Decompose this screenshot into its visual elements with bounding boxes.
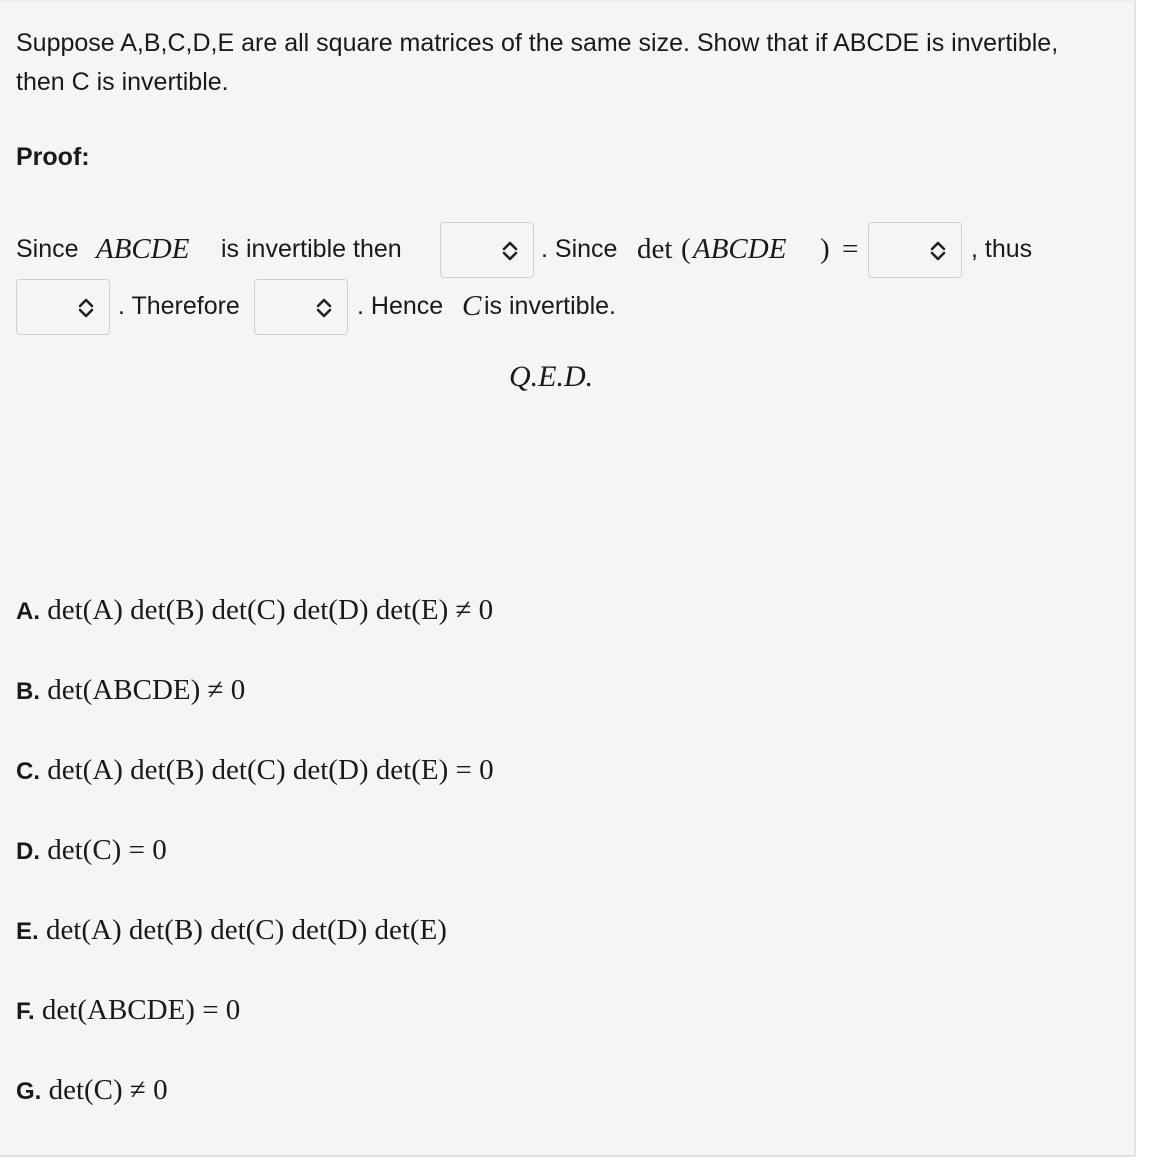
choice-e bbox=[16, 914, 447, 947]
up-down-chevron-icon bbox=[501, 240, 519, 262]
math-abcde-arg: ABCDE bbox=[693, 233, 787, 265]
choice-c bbox=[16, 754, 494, 787]
up-down-chevron-icon bbox=[77, 297, 95, 319]
up-down-chevron-icon bbox=[929, 240, 947, 262]
proof-text-is-invertible: is invertible. bbox=[484, 292, 616, 320]
choice-letter: E. bbox=[16, 918, 39, 945]
proof-text-invertible-then: is invertible then bbox=[221, 235, 402, 263]
proof-text-since-2: . Since bbox=[541, 235, 618, 263]
dropdown-1[interactable] bbox=[440, 222, 534, 278]
proof-text-since: Since bbox=[16, 235, 79, 263]
choice-expression: det(A) det(B) det(C) det(D) det(E) ≠ 0 bbox=[47, 594, 494, 626]
dropdown-3[interactable] bbox=[16, 279, 110, 335]
math-paren-close: ) bbox=[820, 233, 830, 265]
qed-label: Q.E.D. bbox=[509, 360, 594, 393]
choice-f bbox=[16, 994, 240, 1027]
choice-g bbox=[16, 1074, 168, 1107]
math-det-fn: det bbox=[637, 233, 673, 265]
choice-expression: det(ABCDE) ≠ 0 bbox=[47, 674, 246, 706]
choice-expression: det(A) det(B) det(C) det(D) det(E) = 0 bbox=[47, 754, 494, 786]
math-c: C bbox=[462, 290, 482, 322]
math-equals: = bbox=[842, 233, 859, 265]
choice-letter: G. bbox=[16, 1078, 42, 1105]
choice-letter: C. bbox=[16, 758, 40, 785]
proof-text-therefore: . Therefore bbox=[118, 292, 240, 320]
proof-label: Proof: bbox=[16, 143, 90, 171]
dropdown-4[interactable] bbox=[254, 279, 348, 335]
choice-b bbox=[16, 674, 245, 707]
choice-expression: det(A) det(B) det(C) det(D) det(E) bbox=[45, 914, 447, 946]
choice-a bbox=[16, 594, 493, 627]
choice-letter: A. bbox=[16, 598, 40, 625]
dropdown-2[interactable] bbox=[868, 222, 962, 278]
math-abcde: ABCDE bbox=[96, 233, 190, 265]
choice-d bbox=[16, 834, 167, 867]
up-down-chevron-icon bbox=[315, 297, 333, 319]
choice-letter: F. bbox=[16, 998, 35, 1025]
question-text: Suppose A,B,C,D,E are all square matrices of the same size. Show that if ABCDE is invertible, then C is invertible. bbox=[16, 29, 1059, 96]
choice-expression: det(C) ≠ 0 bbox=[48, 1074, 168, 1106]
math-paren-open: ( bbox=[681, 233, 691, 265]
choice-letter: D. bbox=[16, 838, 40, 865]
proof-text-thus: , thus bbox=[971, 235, 1033, 263]
proof-text-hence: . Hence bbox=[357, 292, 444, 320]
choice-expression: det(C) = 0 bbox=[47, 834, 167, 866]
choice-letter: B. bbox=[16, 678, 40, 705]
choice-expression: det(ABCDE) = 0 bbox=[41, 994, 241, 1026]
